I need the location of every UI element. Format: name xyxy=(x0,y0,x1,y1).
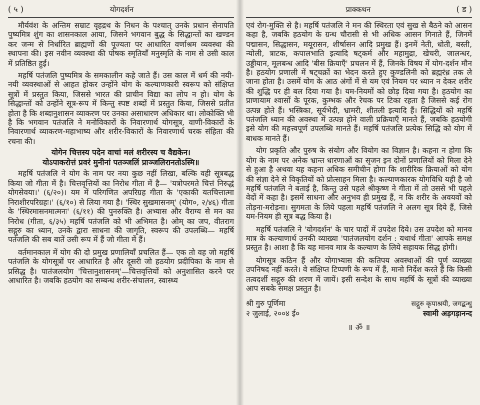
running-title: योगदर्शन xyxy=(109,4,134,14)
blessing: सद्गुरु कृपाश्रयी, जगद्बन्धु xyxy=(411,300,472,309)
signature-right xyxy=(411,299,472,319)
verse-line: योगेन चित्तस्य पदेन वाचां मलं शरीरस्य च वैद्यकेन। xyxy=(51,148,191,158)
occasion: श्री गुरु पूर्णिमा xyxy=(246,299,286,309)
signature-block xyxy=(246,299,472,319)
right-page-header xyxy=(246,4,472,18)
verse-line: योऽपाकरोत्तं प्रवरं मुनीनां पतञ्जलिं प्राञ्जलिरानतोऽस्मि॥ xyxy=(42,157,200,167)
left-page-header xyxy=(8,4,234,18)
right-page xyxy=(240,0,480,405)
running-title: प्राक्कथन xyxy=(345,4,371,14)
date: २ जुलाई, २००४ ई० xyxy=(246,309,300,319)
paragraph: योगसूत्र कठिन हैं और योगाभ्यास की कतिपय अवस्थाओं की पूर्ण व्याख्या उपनिषद नहीं करते। वे संक्षिप्त टिप्पणी के रूप में हैं, मानो निर्देश करते हैं कि किसी तत्वदर्शी सद्गुरु की शरण में जायें। इसी सन्देश के साथ महर्षि के सूत्रों की व्याख्या आप सबके समक्ष प्रस्तुत है। xyxy=(246,255,472,293)
paragraph: महर्षि पतंजलि ने 'योगदर्शन' के चार पादों में उपदेश दिये। उस उपदेश को मानव मात्र के कल्याणार्थ उनकी व्याख्या 'पातंजलयोग दर्शन : यथार्थ गीता' आपके समक्ष प्रस्तुत है। आशा है कि यह मानव मात्र के कल्याण के लिये सहायक सिद्ध होगी। xyxy=(246,224,472,253)
page-number: ( ५ ) xyxy=(8,5,24,14)
page-number: ( ड ) xyxy=(456,5,472,14)
paragraph: महर्षि पतंजलि पुष्यमित्र के समकालीन कहे जाते हैं। उस काल में धर्म की नयी-नयी व्यवस्थाओं से आहत होकर उन्होंने योग के कल्याणकारी स्वरूप को संक्षिप्त सूत्रों में प्रस्तुत किया, जिससे भारत की प्राचीन विद्या का लोप न हो। योग के सिद्धान्तों को उन्होंने सूत्र-रूप में किन्तु स्पष्ट शब्दों में प्रस्तुत किया, जिससे प्रतीत होता है कि शब्दानुशासन व्याकरण पर उनका असाधारण अधिकार था। लोकोक्ति भी है कि भगवान पतंजलि ने मनोविकारों के निवारणार्थ योगसूत्र, वाणी-विकारों के निवारणार्थ व्याकरण-महाभाष्य और शरीर-विकारों के निवारणार्थ चरक संहिता की रचना की। xyxy=(8,71,234,146)
paragraph: एवं रोग-मुक्ति से है। महर्षि पतंजलि ने मन की स्थिरता एवं सुख से बैठने को आसन कहा है, जबकि हठयोग के ग्रन्थ चौरासी से भी अधिक आसन गिनाते हैं, जिनमें पद्मासन, सिद्धासन, मयूरासन, शीर्षासन आदि प्रमुख हैं। इनमें नेती, धोती, बस्ती, न्योली, त्राटक, कपालभाति इत्यादि षट्कर्म और महामुद्रा, खेचरी, जालन्धर, उड्डीयान, मूलबन्ध आदि 'बीस क्रियाएँ' प्रचलन में हैं, जिनके विषय में योग-दर्शन मौन है। हठयोग प्रणाली में षट्चक्रों का भेदन करते हुए कुण्डलिनी को ब्रह्मरंध्र तक ले जाना होता है। उसमें योग के आठ अंगों में से यम एवं नियम पर ध्यान न देकर शरीर की शुद्धि पर ही बल दिया गया है। यम-नियमों को छोड़ दिया गया है। हठयोग का प्राणायाम श्वासों के पूरक, कुम्भक और रेचक पर टिका रहता है जिससे कई रोग उत्पन्न होते हैं। भस्त्रिका, सूर्यभेदी, भ्रामरी, शीतली इत्यादि हैं। सिद्धियों को महर्षि पतंजलि ध्यान की अवस्था में उत्पन्न होने वाली प्रक्रियाएँ मानते हैं, जबकि हठयोगी इसे योग की महत्त्वपूर्ण उपलब्धि मानते हैं। महर्षि पतंजलि प्रत्येक सिद्धि को योग में बाधक मानते हैं। xyxy=(246,21,472,143)
end-mark: ॥ ॐ ॥ xyxy=(348,323,370,333)
book-gutter xyxy=(236,0,244,405)
author-name: स्वामी अड़गड़ानन्द xyxy=(422,309,472,319)
signature-left xyxy=(246,299,300,319)
paragraph: वर्तमानकाल में योग की दो प्रमुख प्रणालियाँ प्रचलित हैं— एक तो वह जो महर्षि पतंजलि के योगसूत्रों पर आधारित है और दूसरी जो हठयोग प्रदीपिका के नाम से प्रसिद्ध है। पातंजलयोग 'चित्तानुशासनम्'—चित्तवृत्तियों को अनुशासित करने पर आधारित है। जबकि हठयोग का सम्बन्ध शरीर-संचालन, स्वास्थ्य xyxy=(8,247,234,285)
paragraph: योग प्रकृति और पुरुष के संयोग और वियोग का विज्ञान है। कहना न होगा कि योग के नाम पर अनेक भ्रान्त धारणाओं का सृजन इन दोनों प्रणालियों को मिला देने से हुआ है अथवा यह कहना अधिक समीचीन होगा कि शारीरिक क्रियाओं को योग की संज्ञा देने से विकृतियों को प्रोत्साहन मिला है। कल्याणकारक योगविधि यही है जो महर्षि पतंजलि ने बताई है, किन्तु उसे पहले श्रीकृष्ण ने गीता में तो उससे भी पहले वेदों में कहा है। इसमें साधना और अनुभव ही प्रमुख हैं, न कि शरीर के अवयवों को तोड़ना-मरोड़ना। सुगमता के लिये पहला महर्षि पतंजलि ने अलग सूत्र दिये हैं, जिसे यम-नियम ही सूत्र बद्ध किया है। xyxy=(246,146,472,222)
verse xyxy=(8,148,234,167)
paragraph: मौर्यवंश के अन्तिम सम्राट वृहद्रथ के निधन के पश्चात् उनके प्रधान सेनापति पुष्यमित्र शुंग का शासनकाल आया, जिसने भगवान बुद्ध के सिद्धान्तों का खण्डन कर जन्म से निर्धारित ब्राह्मणों की पूज्यता पर आधारित वर्णाश्रम व्यवस्था की स्थापना की। इस नवीन व्यवस्था की पोषक स्मृतियाँ मनुस्मृति के नाम से उसी काल में प्रतिष्ठित हुईं। xyxy=(8,21,234,68)
paragraph: महर्षि पतंजलि ने योग के नाम पर नया कुछ नहीं लिखा, बल्कि वही सूत्रबद्ध किया जो गीता में है। चित्तवृत्तियों का निरोध गीता में है— 'यत्रोपरमते चित्तं निरुद्धं योगसेवया।' (६/२०)। यम में परिगणित अपरिग्रह गीता के 'एकाकी यतचित्तात्मा निराशीरपरिग्रहः।' (६/१०) से लिया गया है। 'स्थिर सुखमासनम्' (योग०, २/४६) गीता के 'स्थिरमासनमात्मनः' (६/११) की पुनरुक्ति है। अभ्यास और वैराग्य से मन का निरोध (गीता, ६/३५) महर्षि पतंजलि को भी अभिमत है। ओम् का जप, वीतराग सद्गुरु का ध्यान, उनके द्वारा साधना की जागृति, स्वरूप की उपलब्धि— महर्षि पतंजलि की सब बातें उसी रूप में हैं जो गीता में हैं। xyxy=(8,169,234,245)
